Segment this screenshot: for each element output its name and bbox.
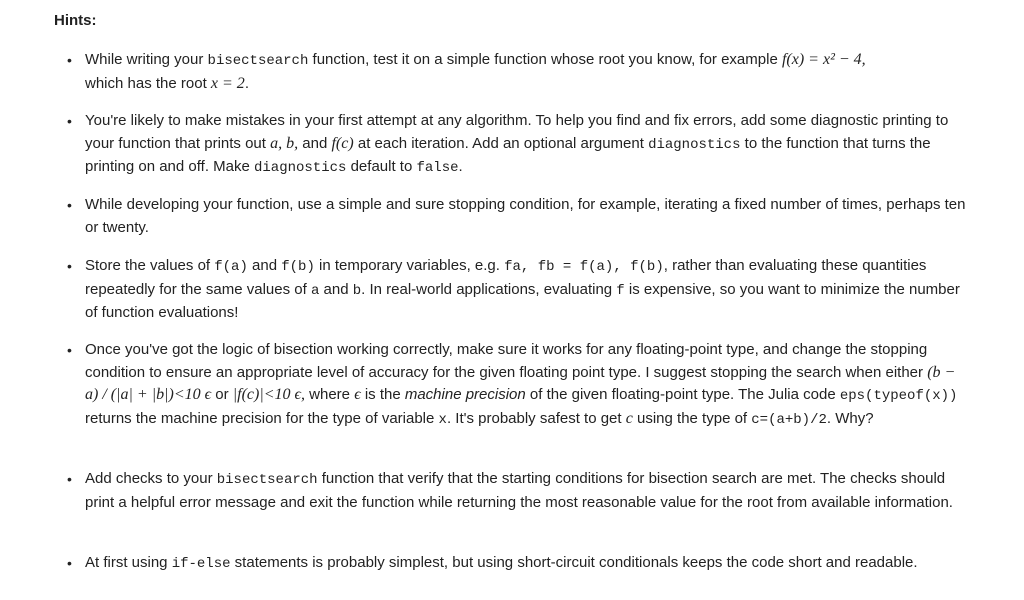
hint-text: statements is probably simplest, but using short-circuit conditionals keeps the code short and readable.	[230, 554, 918, 571]
hint-text: or	[211, 386, 233, 404]
math-expression: f(c)	[331, 134, 354, 152]
math-expression: f(x) = x² − 4,	[781, 51, 866, 68]
hint-text: . It's probably safest to get	[446, 409, 626, 427]
hint-item-test-simple-function	[85, 49, 970, 95]
emphasis-text: machine precision	[404, 386, 526, 404]
hint-text: of the given floating-point type. The Julia code	[525, 386, 840, 404]
hint-text: .	[244, 74, 249, 92]
hint-text: where	[305, 386, 355, 404]
hint-text: is expensive, so you want to minimize the number of function evaluations!	[85, 280, 960, 322]
math-expression: (b − a) / (|a| + |b|)<10 ϵ	[85, 363, 956, 404]
hint-text: .	[458, 158, 463, 176]
inline-code: if-else	[171, 556, 231, 572]
hint-text: At first using	[85, 554, 172, 571]
hint-item-starting-checks	[85, 468, 970, 514]
inline-code: bisectsearch	[216, 472, 318, 488]
hint-text: is the	[360, 386, 405, 404]
inline-code: fa, fb = f(a), f(b)	[504, 259, 664, 275]
math-expression: a, b,	[270, 134, 299, 152]
hint-item-short-circuit	[85, 552, 970, 576]
inline-code: bisectsearch	[207, 53, 309, 69]
inline-code: false	[416, 160, 459, 177]
inline-code: f	[616, 282, 625, 299]
hint-item-stopping-condition	[85, 194, 970, 239]
hint-text: returns the machine precision for the type of variable	[85, 409, 439, 427]
math-expression: c	[625, 409, 633, 427]
hint-text: Add checks to your	[85, 470, 217, 487]
hint-text: at each iteration. Add an optional argument	[353, 134, 649, 152]
hint-text: Once you've got the logic of bisection working correctly, make sure it works for any floating-point type, and change the stopping condition to ensure an appropriate level of accuracy for the given floating point type. I suggest stopping the search when either	[85, 341, 928, 381]
inline-code: diagnostics	[254, 160, 347, 177]
hint-text: default to	[346, 158, 417, 176]
hint-text: function, test it on a simple function whose root you know, for example	[308, 51, 782, 68]
hint-text: Store the values of	[85, 257, 215, 274]
math-expression: ϵ	[354, 386, 361, 404]
hint-text: and	[247, 257, 282, 274]
hint-text: using the type of	[632, 409, 752, 427]
hint-text: and	[319, 280, 353, 298]
inline-code: b	[352, 282, 362, 299]
hint-item-diagnostics	[85, 110, 970, 180]
math-expression: x = 2	[210, 74, 245, 92]
hint-text: in temporary variables, e.g.	[314, 257, 505, 274]
inline-code: diagnostics	[648, 136, 741, 153]
inline-code: eps(typeof(x))	[839, 388, 958, 405]
hint-item-floating-point	[85, 339, 970, 431]
hint-text: function that verify that the starting conditions for bisection search are met. The checks should print a helpful error message and exit the function while returning the most reasonable value for the root from available information.	[85, 470, 953, 511]
hint-text: which has the root	[85, 74, 211, 92]
hints-title: Hints:	[54, 12, 97, 29]
inline-code: c=(a+b)/2	[751, 411, 827, 428]
inline-code: f(a)	[214, 259, 248, 275]
hint-text: to the function that turns the printing on and off. Make	[85, 134, 931, 176]
hint-text: . In real-world applications, evaluating	[361, 280, 617, 298]
hint-text: While developing your function, use a simple and sure stopping condition, for example, iterating a fixed number of times, perhaps ten or twenty.	[85, 196, 966, 236]
math-expression: |f(c)|<10 ϵ,	[232, 386, 305, 404]
inline-code: f(b)	[281, 259, 315, 275]
hint-text: You're likely to make mistakes in your first attempt at any algorithm. To help you find and fix errors, add some diagnostic printing to your function that prints out	[85, 112, 949, 152]
hint-text: While writing your	[85, 51, 208, 68]
hint-item-temporary-variables	[85, 255, 970, 325]
inline-code: x	[438, 411, 447, 428]
hint-text: and	[298, 134, 332, 152]
inline-code: a	[310, 282, 320, 299]
hint-text: . Why?	[826, 409, 874, 427]
hint-text: , rather than evaluating these quantities repeatedly for the same values of	[85, 257, 927, 298]
